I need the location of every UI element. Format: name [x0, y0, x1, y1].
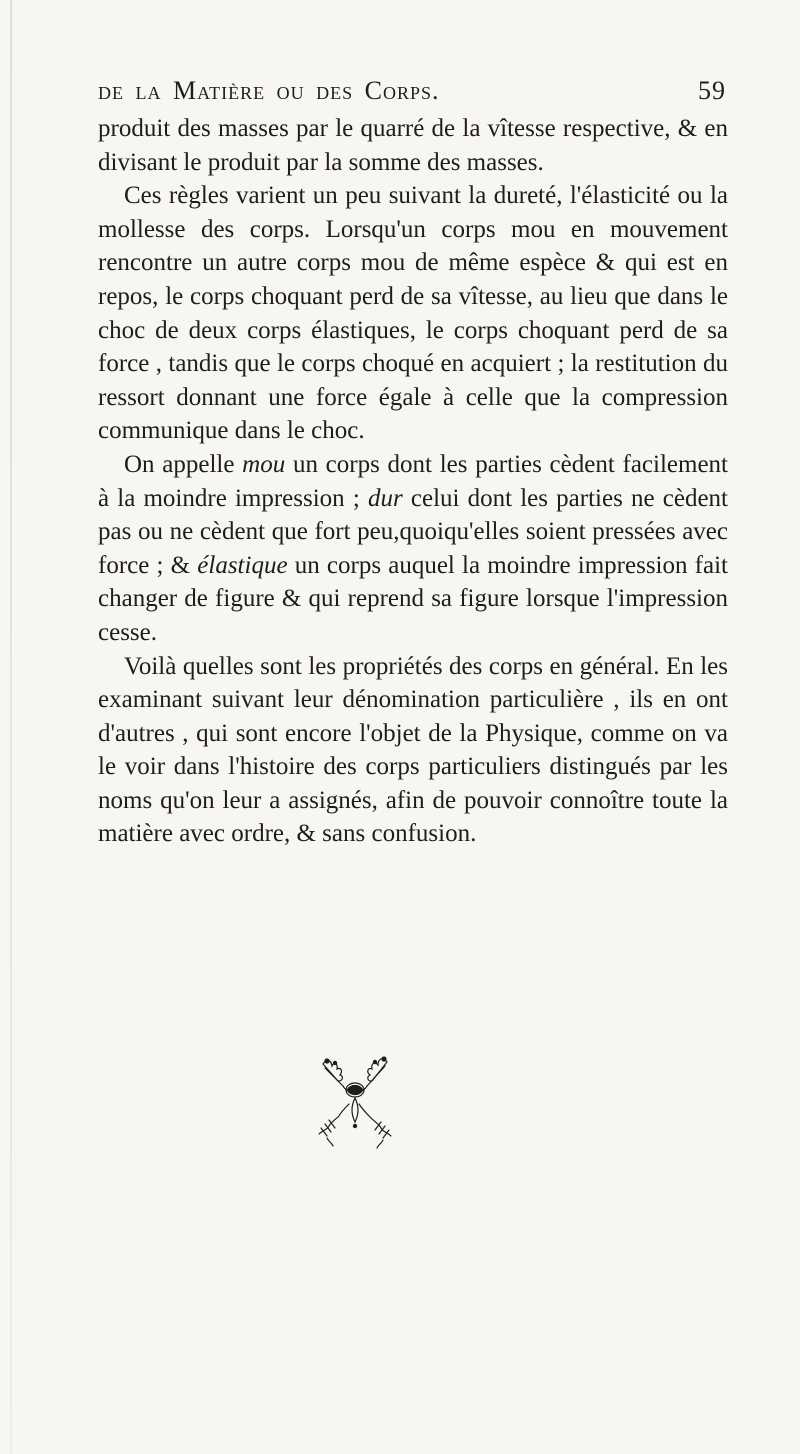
page-edge	[10, 0, 12, 1454]
paragraph	[98, 448, 728, 650]
running-head	[98, 76, 726, 116]
text-run: On appelle	[124, 450, 243, 478]
text-run: celui dont les parties ne cèdent pas ou ne cèdent que fort peu,quoiqu'elles soient pressées avec force ; &	[98, 484, 728, 579]
running-head-title: de la Matière ou des Corps.	[98, 76, 440, 105]
italic-term: élastique	[197, 551, 288, 579]
italic-term: mou	[242, 450, 286, 478]
paragraph	[98, 650, 728, 852]
page-number: 59	[698, 76, 726, 105]
text-run: un corps auquel la moindre impression fait changer de figure & qui reprend sa figure lorsque l'impression cesse.	[98, 551, 728, 646]
body-text	[98, 112, 728, 851]
floral-tailpiece-icon	[305, 1050, 405, 1150]
text-run: produit des masses par le quarré de la vîtesse respective, & en divisant le produit par la somme des masses.	[98, 115, 728, 176]
paragraph	[98, 112, 728, 179]
text-run: Ces règles varient un peu suivant la dureté, l'élasticité ou la mollesse des corps. Lorsqu'un corps mou en mouvement rencontre un autre corps mou de même espèce & qui est en repos, le corps choquant perd de sa vîtesse, au lieu que dans le choc de deux corps élastiques, le corps choquant perd de sa force , tandis que le corps choqué en acquiert ; la restitution du ressort donnant une force égale à celle que la compression communique dans le choc.	[98, 182, 728, 445]
italic-term: dur	[367, 484, 403, 512]
paragraph	[98, 179, 728, 448]
text-run: Voilà quelles sont les propriétés des corps en général. En les examinant suivant leur dénomination particulière , ils en ont d'autres , qui sont encore l'objet de la Physique, comme on va le voir dans l'histoire des corps particuliers distingués par les noms qu'on leur a assignés, afin de pouvoir connoître toute la matière avec ordre, & sans confusion.	[98, 652, 728, 848]
text-run: un corps dont les parties cèdent facilement à la moindre impression ;	[98, 450, 728, 512]
